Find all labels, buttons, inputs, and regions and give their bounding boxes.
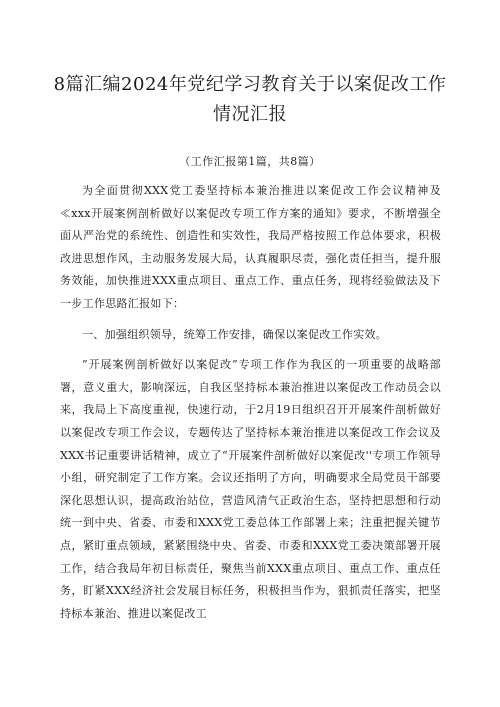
document-body	[60, 180, 441, 625]
document-title: 8篇汇编2024年党纪学习教育关于以案促改工作情况汇报	[53, 74, 447, 125]
section-heading: 一、加强组织领导，统筹工作安排，确保以案促改工作实效。	[82, 327, 388, 341]
body-paragraph: ”开展案例剖析做好以案促改”专项工作作为我区的一项重要的战略部署，意义重大，影响深远，自我区坚持标本兼治推进以案促改工作动员会以来，我局上下高度重视，快速行动，于2月19日组织召开开展案件剖析做好以案促改专项工作会议，专题传达了坚持标本兼治推进以案促改工作会议及XXX书记重要讲话精神，成立了“开展案件剖析做好以案促改''专项工作领导小组，研究制定了工作方案。会议还指明了方向，明确要求全局党员干部要深化思想认识，提高政治站位，营造风清气正政治生态，坚持把思想和行动统一到中央、省委、市委和XXX党工委总体工作部署上来；注重把握关键节点，紧盯重点领域，紧紧围绕中央、省委、市委和XXX党工委决策部署开展工作，结合我局年初目标责任，聚焦当前XXX重点项目、重点工作、重点任务，盯紧XXX经济社会发展目标任务，积极担当作为，狠抓责任落实，把坚持标本兼治、推进以案促改工	[60, 358, 441, 620]
intro-paragraph: 为全面贯彻XXX党工委坚持标本兼治推进以案促改工作会议精神及≪xxx开展案例剖析做好以案促改专项工作方案的通知》要求，不断增强全面从严治党的系统性、创造性和实效性，我局严格按照工作总体要求，积极改进思想作风，主动服务发展大局，认真履职尽责，强化责任担当，提升服务效能，加快推进XXX重点项目、重点工作、重点任务，现将经验做法及下一步工作思路汇报如下：	[60, 184, 441, 310]
document-subtitle: （工作汇报第1篇，共8篇）	[179, 155, 321, 168]
